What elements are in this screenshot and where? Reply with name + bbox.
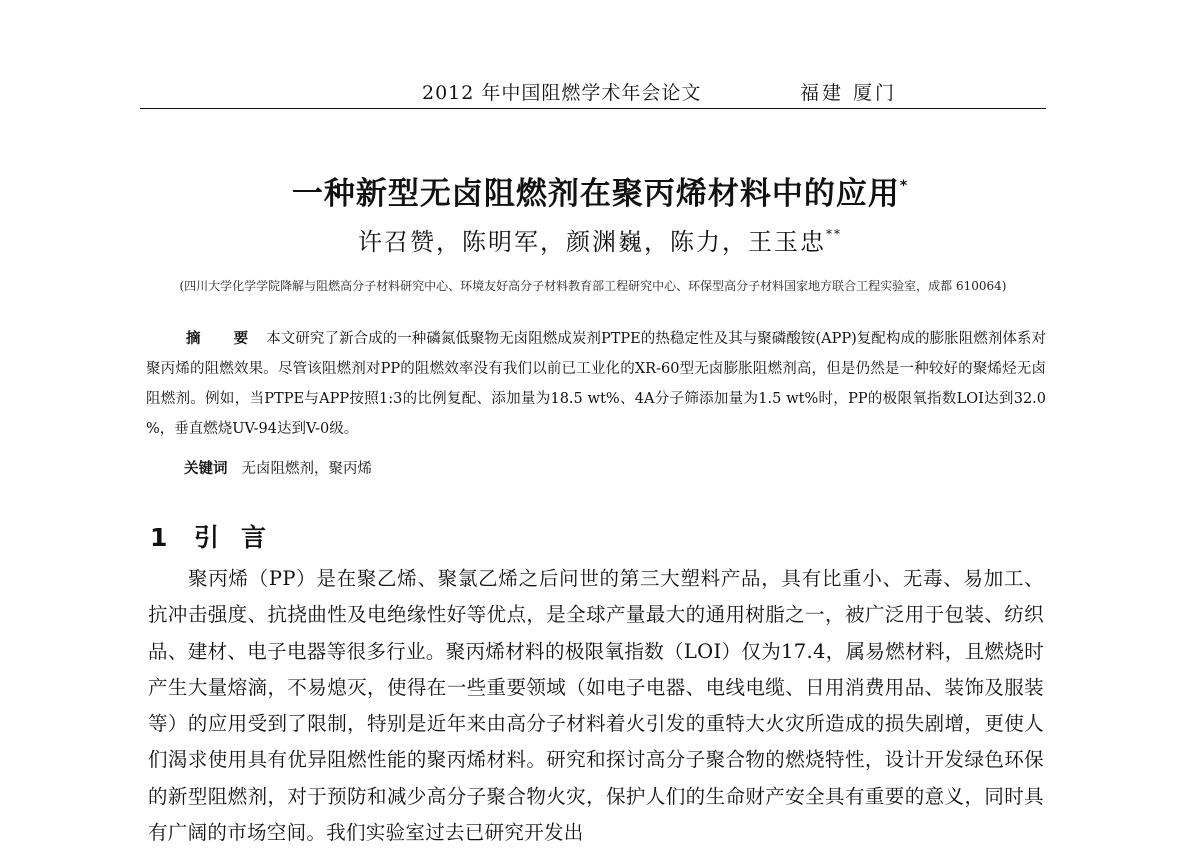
abstract-label: 摘 要 bbox=[186, 330, 263, 347]
keywords-label: 关键词 bbox=[184, 460, 228, 477]
conference-name: 2012 年中国阻燃学术年会论文 bbox=[422, 82, 702, 104]
section-title: 引言 bbox=[194, 523, 289, 552]
keywords-text: 无卤阻燃剂，聚丙烯 bbox=[241, 461, 372, 477]
keywords bbox=[184, 457, 372, 478]
author-list bbox=[0, 222, 1200, 257]
section-number: 1 bbox=[150, 523, 168, 552]
conference-location: 福建 厦门 bbox=[800, 82, 898, 104]
body-paragraph: 聚丙烯（PP）是在聚乙烯、聚氯乙烯之后问世的第三大塑料产品，具有比重小、无毒、易加工、抗冲击强度、抗挠曲性及电绝缘性好等优点，是全球产量最大的通用树脂之一，被广泛用于包装、纺织品、建材、电子电器等很多行业。聚丙烯材料的极限氧指数（LOI）仅为17.4，属易燃材料，且燃烧时产生大量熔滴，不易熄灭，使得在一些重要领域（如电子电器、电线电缆、日用消费用品、装饰及服装等）的应用受到了限制，特别是近年来由高分子材料着火引发的重特大火灾所造成的损失剧增，更使人们渴求使用具有优异阻燃性能的聚丙烯材料。研究和探讨高分子聚合物的燃烧特性，设计开发绿色环保的新型阻燃剂，对于预防和减少高分子聚合物火灾，保护人们的生命财产安全具有重要的意义，同时具有广阔的市场空间。我们实验室过去已研究开发出 bbox=[148, 567, 1044, 845]
affiliation: (四川大学化学学院降解与阻燃高分子材料研究中心、环境友好高分子材料教育部工程研究中心、环保型高分子材料国家地方联合工程实验室，成都 610064) bbox=[179, 279, 1007, 293]
title-footnote-mark: * bbox=[899, 178, 909, 194]
section-heading bbox=[150, 518, 288, 554]
running-header bbox=[140, 78, 1046, 109]
abstract bbox=[146, 324, 1046, 444]
author-names: 许召赞，陈明军，颜渊巍，陈力，王玉忠 bbox=[358, 228, 826, 256]
paper-title bbox=[0, 168, 1200, 213]
corresponding-author-mark: ** bbox=[826, 227, 842, 241]
paper-title-text: 一种新型无卤阻燃剂在聚丙烯材料中的应用 bbox=[291, 176, 900, 212]
abstract-text: 本文研究了新合成的一种磷氮低聚物无卤阻燃成炭剂PTPE的热稳定性及其与聚磷酸铵(APP)复配构成的膨胀阻燃剂体系对聚丙烯的阻燃效果。尽管该阻燃剂对PP的阻燃效率没有我们以前已工业化的XR-60型无卤膨胀阻燃剂高，但是仍然是一种较好的聚烯烃无卤阻燃剂。例如，当PTPE与APP按照1:3的比例复配、添加量为18.5 wt%、4A分子筛添加量为1.5 wt%时，PP的极限氧指数LOI达到32.0 %，垂直燃烧UV-94达到V-0级。 bbox=[146, 331, 1046, 437]
